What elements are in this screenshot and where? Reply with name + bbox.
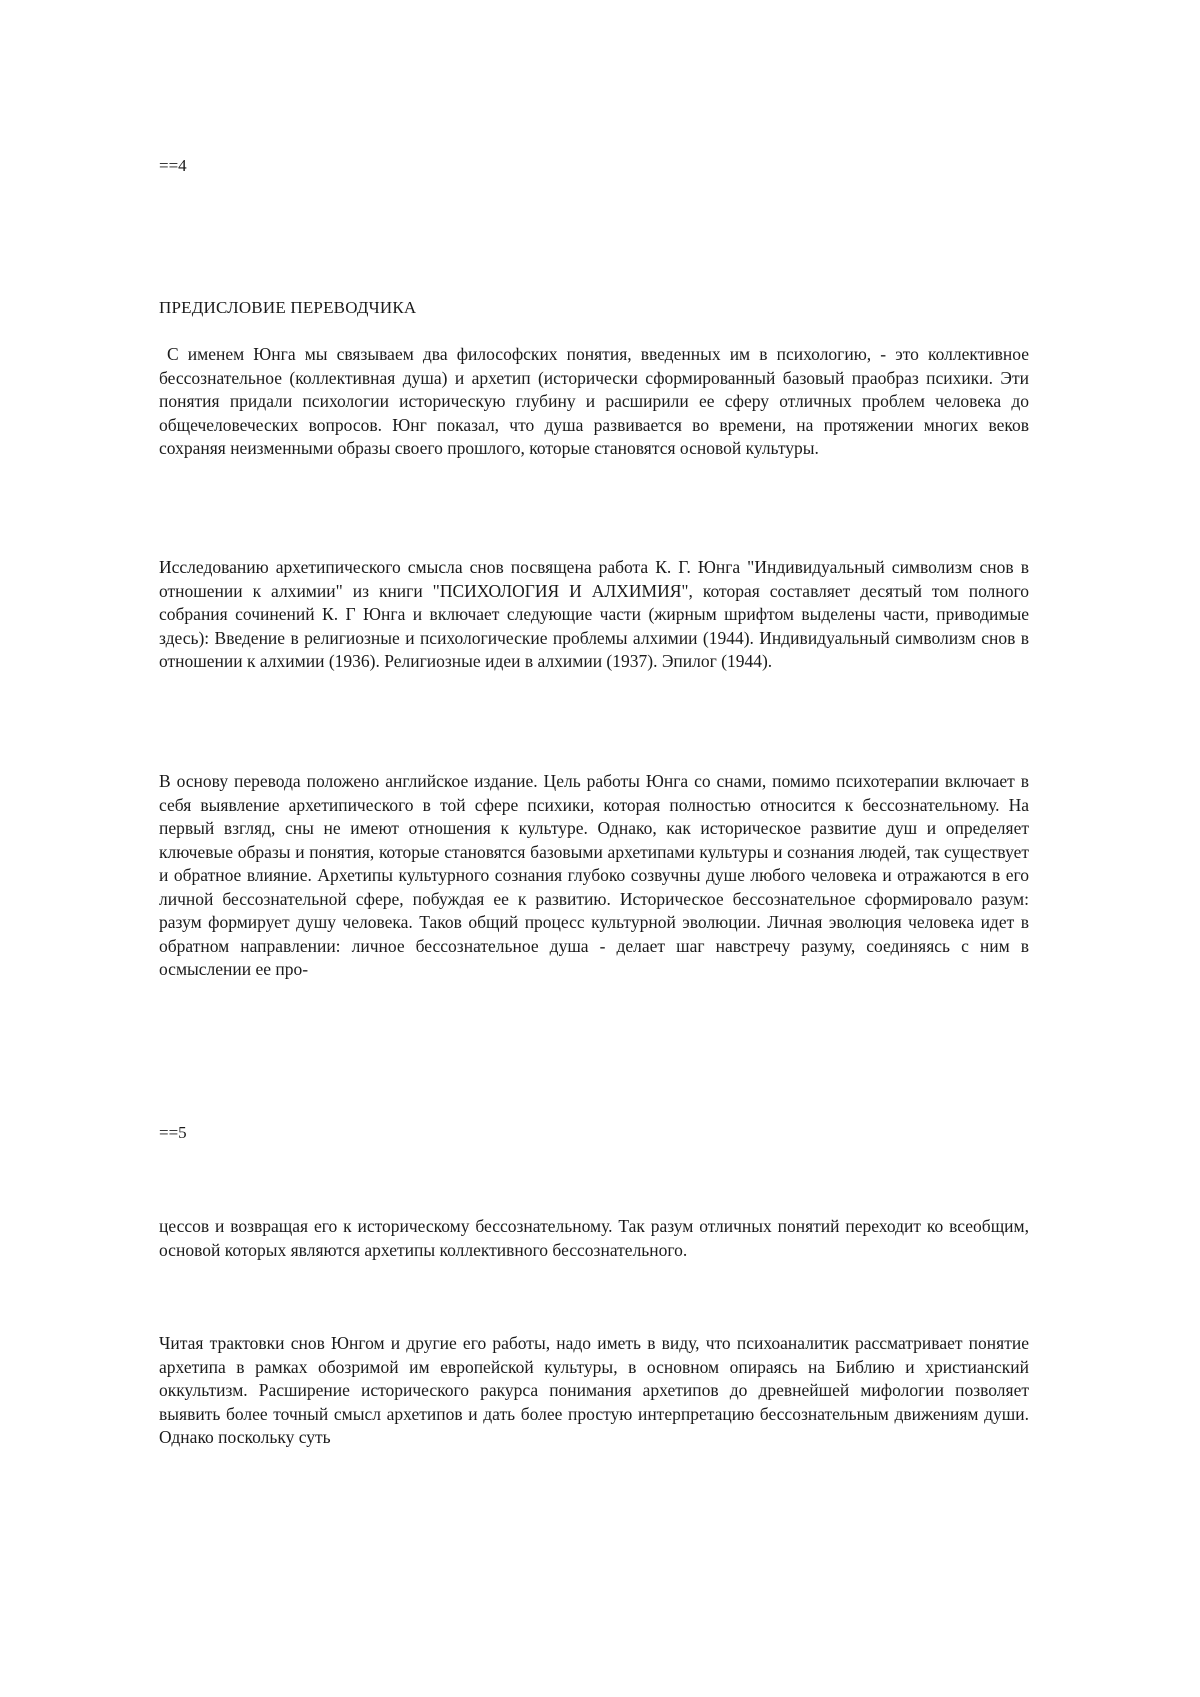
paragraph-continuation: цессов и возвращая его к историческому бессознательному. Так разум отличных понятий переходит ко всеобщим, основой которых являются архетипы коллективного бессознательного. <box>159 1216 1029 1260</box>
paragraph-research: Исследованию архетипического смысла снов посвящена работа К. Г. Юнга "Индивидуальный символизм снов в отношении к алхимии" из книги "ПСИХОЛОГИЯ И АЛХИМИЯ", которая составляет десятый том полного собрания сочинений К. Г Юнга и включает следующие части (жирным шрифтом выделены части, приводимые здесь): Введение в религиозные и психологические проблемы алхимии (1944). Индивидуальный символизм снов в отношении к алхимии (1936). Религиозные идеи в алхимии (1937). Эпилог (1944). <box>159 557 1029 671</box>
paragraph-translation-basis: В основу перевода положено английское издание. Цель работы Юнга со снами, помимо психотерапии включает в себя выявление архетипического в той сфере психики, которая полностью относится к бессознательному. На первый взгляд, сны не имеют отношения к культуре. Однако, как историческое развитие душ и определяет ключевые образы и понятия, которые становятся базовыми архетипами культуры и сознания людей, так существует и обратное влияние. Архетипы культурного сознания глубоко созвучны душе любого человека и отражаются в его личной бессознательной сфере, побуждая ее к развитию. Историческое бессознательное сформировало разум: разум формирует душу человека. Таков общий процесс культурной эволюции. Личная эволюция человека идет в обратном направлении: личное бессознательное душа - делает шаг навстречу разуму, соединяясь с ним в осмыслении ее про- <box>159 771 1029 979</box>
paragraph-intro: С именем Юнга мы связываем два философских понятия, введенных им в психологию, - это коллективное бессознательное (коллективная душа) и архетип (исторически сформированный базовый праобраз психики. Эти понятия придали психологии историческую глубину и расширили ее сферу отличных проблем человека до общечеловеческих вопросов. Юнг показал, что душа развивается во времени, на протяжении многих веков сохраняя неизменными образы своего прошлого, которые становятся основой культуры. <box>159 344 1029 458</box>
page-marker-5: ==5 <box>159 1123 187 1142</box>
section-heading: ПРЕДИСЛОВИЕ ПЕРЕВОДЧИКА <box>159 298 417 317</box>
page-marker-4: ==4 <box>159 156 187 175</box>
paragraph-reading-notes: Читая трактовки снов Юнгом и другие его работы, надо иметь в виду, что психоаналитик рассматривает понятие архетипа в рамках обозримой им европейской культуры, в основном опираясь на Библию и христианский оккультизм. Расширение исторического ракурса понимания архетипов до древнейшей мифологии позволяет выявить более точный смысл архетипов и дать более простую интерпретацию бессознательным движениям души. Однако поскольку суть <box>159 1333 1029 1447</box>
